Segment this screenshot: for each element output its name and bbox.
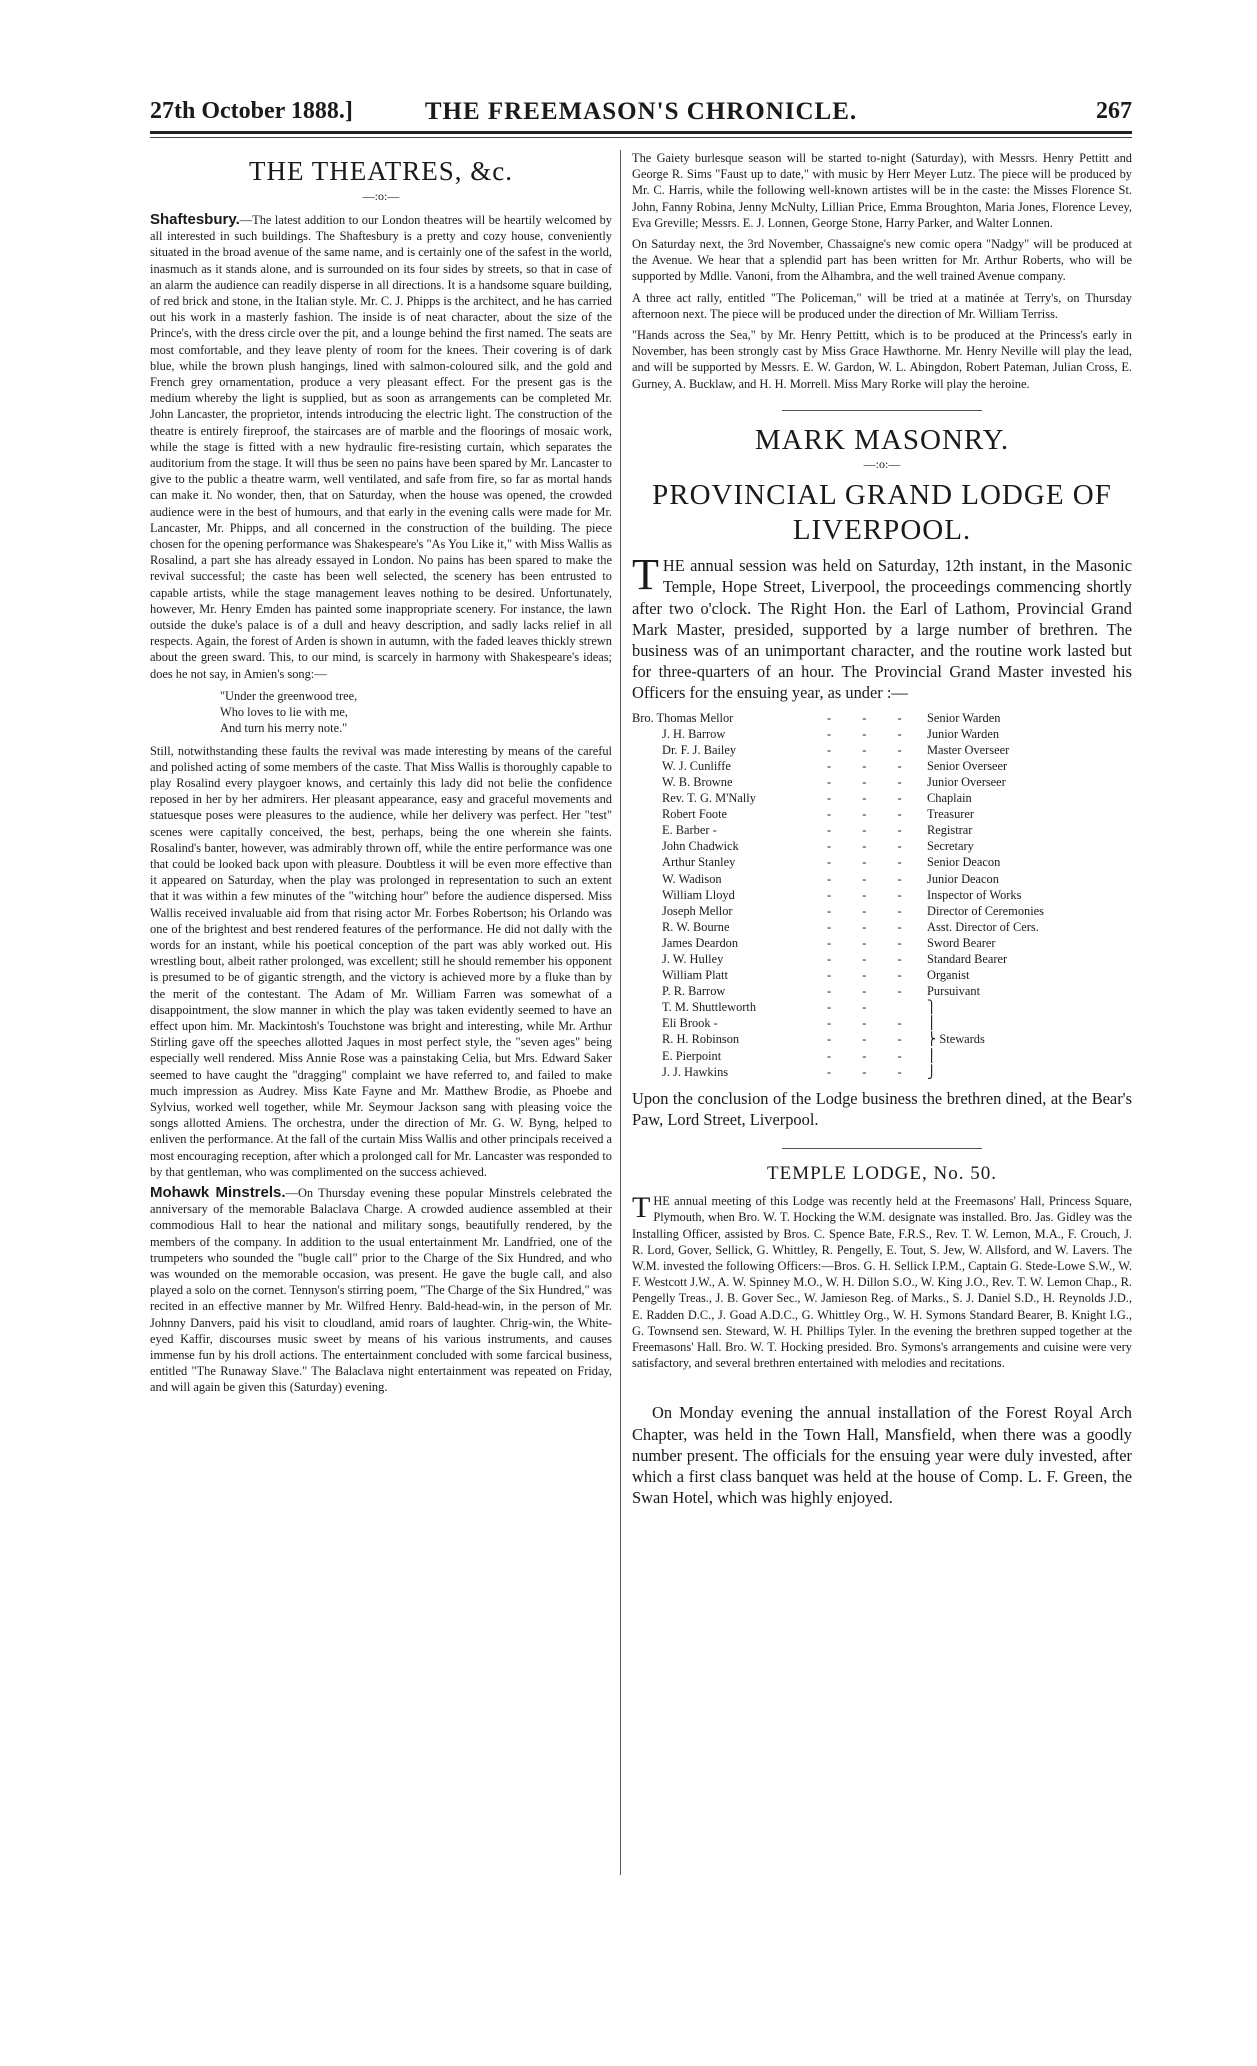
officer-dots: - - - xyxy=(827,1048,916,1063)
officer-role: ⎪ xyxy=(927,1016,937,1031)
officer-role: Registrar xyxy=(927,823,973,838)
section-rule xyxy=(782,410,982,411)
gaiety-paragraph: The Gaiety burlesque season will be started to-night (Saturday), with Messrs. Henry Pettitt and George R. Sims "Faust up to date," with music by Herr Meyer Lutz. The piece will be produced by Mr. C. Harris, while the following well-known artistes will be in the caste: the Misses Florence St. John, Fanny Robina, Jenny McNulty, Lillian Price, Emma Broughton, Maria Jones, Florence Levey, Eva Greville; Messrs. E. J. Lonnen, George Stone, Harry Parker, and Walter Lonnen. xyxy=(632,151,1132,230)
left-column xyxy=(150,150,612,1401)
officer-row xyxy=(632,903,1132,919)
officer-name: T. M. Shuttleworth xyxy=(662,1000,757,1015)
masthead xyxy=(150,98,1132,132)
provincial-grand-lodge-heading: PROVINCIAL GRAND LODGE OF xyxy=(652,479,1112,512)
officer-dots: - - - xyxy=(827,935,916,950)
officer-row xyxy=(632,822,1132,838)
officer-role: Inspector of Works xyxy=(927,887,1022,902)
officer-dots: - - xyxy=(827,1000,881,1015)
mark-masonry-separator: —:o:— xyxy=(863,457,901,472)
princess-paragraph: "Hands across the Sea," by Mr. Henry Pettitt, which is to be produced at the Princess's early in November, has been strongly cast by Miss Grace Hawthorne. Mr. Henry Neville will play the lead, and will be supported by Messrs. E. W. Gardon, W. L. Abingdon, Robert Pateman, Julian Cross, E. Gurney, A. Bucklaw, and H. H. Morrell. Miss Mary Rorke will play the heroine. xyxy=(632,328,1132,391)
officer-name: Bro. Thomas Mellor xyxy=(632,710,734,725)
shaftesbury-body: —The latest addition to our London theatres will be heartily welcomed by all interested in such buildings. The Shaftesbury is a pretty and cozy house, conveniently situated in the broad avenue of the same name, and is certainly one of the safest in the world, inasmuch as it stands alone, and is surrounded on its four sides by streets, so that in case of an alarm the audience can readily disperse in all directions. It is a handsome square building, of red brick and stone, in the Italian style. Mr. C. J. Phipps is the architect, and he has carried out his work in a masterly fashion. The inside is of neat character, about the size of the Prince's, with the dress circle over the pit, and a lounge behind the first named. The seats are most comfortable, and they leave plenty of room for the knees. Their covering is of dark blue, while the brown plush hangings, lined with salmon-coloured silk, and the gold and French grey ornamentation, produce a very pleasant effect. For the present gas is the medium whereby the light is supplied, but as soon as arrangements can be completed Mr. John Lancaster, the proprietor, intends introducing the electric light. The construction of the theatre is entirely fireproof, the staircases are of marble and the floorings of mosaic work, while the stage is fitted with a new hydraulic fire-resisting curtain, which separates the auditorium from the stage. It will thus be seen no pains have been spared by Mr. Lancaster to give to the public a theatre warm, well ventilated, and safe from fire, so far as mortal hands can make it. No wonder, then, that on Saturday, when the house was opened, the crowded audience were in the best of humours, and that early in the evening calls were made for Mr. Lancaster, Mr. Phipps, and all concerned in the construction of the building. The piece chosen for the opening performance was Shakespeare's "As You Like it," with Miss Wallis as Rosalind, a part she has already essayed in London. No pains has been spared to make the revival successful; the caste has been well selected, the scenery has been entrusted to capable artists, while the stage management leaves nothing to be desired. Unfortunately, however, Mr. Henry Emden has painted some inappropriate scenery. For instance, the lawn outside the duke's palace is of a dull and heavy description, and sadly lacks relief in all respects. Again, the forest of Arden is shown in autumn, with the faded leaves thickly strewn about the green sward. This, to our mind, is scarcely in harmony with Shakespeare's ideas; does he not say, in Amien's song:— xyxy=(150,213,612,681)
song-verse xyxy=(220,688,612,737)
officer-row xyxy=(632,726,1132,742)
officer-dots: - - - xyxy=(827,871,916,886)
officer-role: Standard Bearer xyxy=(927,951,1008,966)
mohawk-lead: Mohawk Minstrels. xyxy=(150,1183,286,1201)
officer-dots: - - - xyxy=(827,807,916,822)
officer-role: Asst. Director of Cers. xyxy=(927,919,1039,934)
officer-row xyxy=(632,710,1132,726)
temple-lodge-article xyxy=(632,1193,1132,1371)
mark-masonry-intro xyxy=(632,550,1132,703)
newspaper-title: THE FREEMASON'S CHRONICLE. xyxy=(424,98,858,125)
verse-line: "Under the greenwood tree, xyxy=(220,688,358,703)
officer-role: Secretary xyxy=(927,839,974,854)
officer-name: J. J. Hawkins xyxy=(662,1064,729,1079)
shaftesbury-article xyxy=(150,212,612,682)
officer-name: R. W. Bourne xyxy=(662,919,730,934)
issue-date: 27th October 1888.] xyxy=(150,98,353,124)
verse-line: Who loves to lie with me, xyxy=(220,705,349,720)
dropcap-letter: T xyxy=(632,550,659,600)
officer-row xyxy=(632,935,1132,951)
theatres-heading: THE THEATRES, &c. xyxy=(249,156,513,186)
officer-dots: - - - xyxy=(827,887,916,902)
officer-name: E. Barber - xyxy=(662,823,717,838)
officer-dots: - - - xyxy=(827,823,916,838)
officer-dots: - - - xyxy=(827,774,916,789)
officer-dots: - - - xyxy=(827,968,916,983)
officer-role: Organist xyxy=(927,968,970,983)
officer-name: John Chadwick xyxy=(662,839,739,854)
officer-name: P. R. Barrow xyxy=(662,984,726,999)
officer-dots: - - - xyxy=(827,984,916,999)
officer-row xyxy=(632,1015,1132,1031)
lodge-dinner-paragraph: Upon the conclusion of the Lodge business the brethren dined, at the Bear's Paw, Lord Street, Liverpool. xyxy=(632,1088,1132,1129)
officer-role: Master Overseer xyxy=(927,742,1010,757)
officer-name: W. J. Cunliffe xyxy=(662,758,731,773)
officer-name: Joseph Mellor xyxy=(662,903,733,918)
section-rule xyxy=(782,1148,982,1149)
officer-role: Sword Bearer xyxy=(927,935,996,950)
temple-lodge-text: HE annual meeting of this Lodge was recently held at the Freemasons' Hall, Princess Square, Plymouth, when Bro. W. T. Hocking the W.M. designate was installed. Bro. Jas. Gidley was the Installing Officer, assisted by Bros. C. Spence Bate, F.R.S., Rev. T. W. Lemon, M.A., F. Crouch, J. R. Lord, Gover, Sellick, G. Whittley, R. Pengelly, E. Tout, S. Jew, W. Allsford, and W. Lavers. The W.M. invested the following Officers:—Bros. G. H. Sellick I.P.M., Captain G. Stede-Lowe S.W., W. F. Westcott J.W., A. W. Spinney M.O., W. H. Dillon S.O., W. King J.O., Rev. T. W. Lemon Chap., R. Pengelly Treas., J. B. Gover Sec., W. Jamieson Reg. of Marks., S. J. Daniel S.D., H. Reynolds J.D., E. Radden D.C., J. Goad A.D.C., G. Whittley Org., W. H. Symons Standard Bearer, B. Knight I.G., G. Townsend sen. Steward, W. H. Phillips Tyler. In the evening the brethren supped together at the Freemasons' Hall. Bro. W. T. Hocking presided. Bro. Symons's arrangements and cuisine were very satisfactory, and several brethren entertained with melodies and recitations. xyxy=(632,1194,1132,1371)
officer-dots: - - - xyxy=(827,1064,916,1079)
page-number: 267 xyxy=(1096,98,1132,124)
officer-row xyxy=(632,951,1132,967)
officer-role: ⎪ xyxy=(927,1048,937,1063)
officer-role: Senior Deacon xyxy=(927,855,1001,870)
officer-name: Eli Brook - xyxy=(662,1016,718,1031)
officer-row xyxy=(632,806,1132,822)
mark-masonry-intro-text: HE annual session was held on Saturday, 12th instant, in the Masonic Temple, Hope Street, Liverpool, the proceedings commencing shortly after two o'clock. The Right Hon. the Earl of Lathom, Provincial Grand Mark Master, presided, supported by a large number of brethren. The business was of an unimportant character, and the routine work lasted but for three-quarters of an hour. The Provincial Grand Master invested his Officers for the ensuing year, as under :— xyxy=(632,556,1132,703)
officer-row xyxy=(632,1031,1132,1047)
officer-dots: - - - xyxy=(827,1032,916,1047)
officer-name: W. B. Browne xyxy=(662,774,733,789)
officer-name: Robert Foote xyxy=(662,807,728,822)
officer-name: E. Pierpoint xyxy=(662,1048,722,1063)
officer-role: ⎬ Stewards xyxy=(927,1032,985,1047)
officer-role: Chaplain xyxy=(927,791,972,806)
officer-row xyxy=(632,871,1132,887)
officer-dots: - - - xyxy=(827,919,916,934)
officer-name: William Platt xyxy=(662,968,728,983)
officer-name: R. H. Robinson xyxy=(662,1032,740,1047)
officer-dots: - - - xyxy=(827,903,916,918)
officer-row xyxy=(632,790,1132,806)
mohawk-minstrels-article xyxy=(150,1185,612,1396)
officer-name: J. H. Barrow xyxy=(662,726,726,741)
officer-role: Treasurer xyxy=(927,807,975,822)
officer-role: Director of Ceremonies xyxy=(927,903,1044,918)
officer-dots: - - - xyxy=(827,726,916,741)
officer-name: James Deardon xyxy=(662,935,739,950)
shaftesbury-lead: Shaftesbury. xyxy=(150,211,240,228)
officer-dots: - - - xyxy=(827,855,916,870)
officer-name: Rev. T. G. M'Nally xyxy=(662,791,756,806)
officer-dots: - - - xyxy=(827,791,916,806)
officer-role: Junior Deacon xyxy=(927,871,999,886)
officer-role: Junior Warden xyxy=(927,726,1000,741)
officer-row xyxy=(632,854,1132,870)
officer-name: Arthur Stanley xyxy=(662,855,736,870)
officer-row xyxy=(632,774,1132,790)
officer-row xyxy=(632,999,1132,1015)
forest-chapter-paragraph: On Monday evening the annual installation of the Forest Royal Arch Chapter, was held in the Town Hall, Mansfield, when there was a goodly number present. The officials for the ensuing year were duly invested, after which a first class banquet was held at the house of Comp. L. F. Green, the Swan Hotel, which was highly enjoyed. xyxy=(632,1403,1132,1508)
officer-dots: - - - xyxy=(827,839,916,854)
officer-dots: - - - xyxy=(827,742,916,757)
officers-list xyxy=(632,710,1132,1080)
right-column xyxy=(632,150,1132,1514)
theatres-separator: —:o:— xyxy=(362,189,400,203)
column-divider xyxy=(620,150,621,1875)
mohawk-body: —On Thursday evening these popular Minstrels celebrated the anniversary of the memorable Balaclava Charge. A crowded audience assembled at their commodious Hall to hear the national and military songs, beautifully rendered, by the members of the company. In addition to the usual entertainment Mr. Landfried, one of the trumpeters who sounded the "bugle call" prior to the Charge of the Six Hundred, and who was wounded on the memorable occasion, was present. He gave the bugle call, and also played a solo on the cornet. Tennyson's stirring poem, "The Charge of the Six Hundred," was recited in an effective manner by Mr. Wilfred Henry. Bald-head-win, in the person of Mr. Johnny Danvers, paid his visit to cloudland, amid roars of laughter. Chrig-win, the White-eyed Kaffir, discourses music sweet by means of his various instruments, and causes immense fun by his droll actions. The entertainment concluded with some farcical business, entitled "The Runaway Slave." The Balaclava night entertainment was repeated on Friday, and will again be given this (Saturday) evening. xyxy=(150,1185,613,1395)
masthead-rule-thin xyxy=(150,137,1132,138)
officer-row xyxy=(632,967,1132,983)
officer-name: J. W. Hulley xyxy=(662,951,724,966)
officer-row xyxy=(632,742,1132,758)
officer-role: Senior Warden xyxy=(927,710,1001,725)
liverpool-heading: LIVERPOOL. xyxy=(792,513,972,546)
officer-role: Pursuivant xyxy=(927,984,981,999)
officer-dots: - - - xyxy=(827,1016,916,1031)
officer-row xyxy=(632,887,1132,903)
masthead-rule-thick xyxy=(150,131,1132,134)
dropcap-letter: T xyxy=(632,1191,651,1225)
officer-role: Junior Overseer xyxy=(927,774,1006,789)
officer-row xyxy=(632,758,1132,774)
officer-dots: - - - xyxy=(827,710,916,725)
officer-name: Dr. F. J. Bailey xyxy=(662,742,737,757)
officer-row xyxy=(632,838,1132,854)
officer-dots: - - - xyxy=(827,951,916,966)
avenue-paragraph: On Saturday next, the 3rd November, Chassaigne's new comic opera "Nadgy" will be produced at the Avenue. We hear that a splendid part has been written for Mr. Arthur Roberts, who will be supported by Mdlle. Vanoni, from the Alhambra, and the well trained Avenue company. xyxy=(632,237,1132,284)
terrys-paragraph: A three act rally, entitled "The Policeman," will be tried at a matinée at Terry's, on Thursday afternoon next. The piece will be produced under the direction of Mr. William Terriss. xyxy=(632,290,1132,321)
officer-role: ⎭ xyxy=(927,1064,937,1079)
officer-row xyxy=(632,919,1132,935)
spacer xyxy=(632,1376,1132,1402)
officer-name: William Lloyd xyxy=(662,887,735,902)
officer-row xyxy=(632,1064,1132,1080)
temple-lodge-heading: TEMPLE LODGE, No. 50. xyxy=(767,1163,997,1185)
officer-row xyxy=(632,1048,1132,1064)
as-you-like-it-review: Still, notwithstanding these faults the revival was made interesting by means of the careful and polished acting of some members of the caste. That Miss Wallis is thoroughly capable to play Rosalind every playgoer knows, and certainly this lady did not belie the confidence reposed in her by her admirers. Her pleasant appearance, easy and graceful movements and statuesque poses were pleasures to the audience, while her delivery was perfect. Her "test" scenes were capitally conceived, the best, perhaps, being the one wherein she faints. Rosalind's banter, however, was admirably thrown off, while the entire performance was one that could be looked back upon with pleasure. Doubtless it will be even more effective than it appeared on Saturday, when the play was prolonged in representation to such an extent that it was within a few minutes of the "witching hour" before the audience dispersed. Miss Wallis received invaluable aid from that rising actor Mr. Forbes Robertson; his Orlando was one of the brightest and best rendered features of the performance. He did not dally with the words for an instant, while his poetical conception of the part was ably worked out. His wrestling bout, albeit rather prolonged, was excellent; still he should remember his opponent is presumed to be of gigantic strength, and the victory is achieved more by a fluke than by the merit of the contestant. The Adam of Mr. William Farren was somewhat of a disappointment, the slow manner in which the play was taken evidently seemed to have an effect upon him. Mr. Mackintosh's Touchstone was bright and interesting, while Mr. Arthur Stirling gave off the speeches allotted Jaques in most perfect style, the "seven ages" being especially well rendered. Miss Annie Rose was a painstaking Celia, but Mrs. Edward Saker seemed to have caught the "dragging" complaint we have referred to, and failed to make much impression as Audrey. Miss Kate Fayne and Mr. Matthew Brodie, as Phoebe and Sylvius, worked well together, while Mr. Seymour Jackson sang with pleasing voice the songs allotted Amiens. The orchestra, under the direction of Mr. G. W. Byng, helped to enliven the performance. At the fall of the curtain Miss Wallis and other principals received a most encouraging reception, after which a prolonged call for Mr. Lancaster was responded to by that gentleman, who was complimented on the success achieved. xyxy=(150,743,612,1179)
officer-dots: - - - xyxy=(827,758,916,773)
verse-line: And turn his merry note." xyxy=(220,721,348,736)
mark-masonry-heading: MARK MASONRY. xyxy=(754,423,1010,456)
officer-name: W. Wadison xyxy=(662,871,722,886)
officer-row xyxy=(632,983,1132,999)
officer-role: Senior Overseer xyxy=(927,758,1008,773)
officer-role: ⎫ xyxy=(927,1000,937,1015)
